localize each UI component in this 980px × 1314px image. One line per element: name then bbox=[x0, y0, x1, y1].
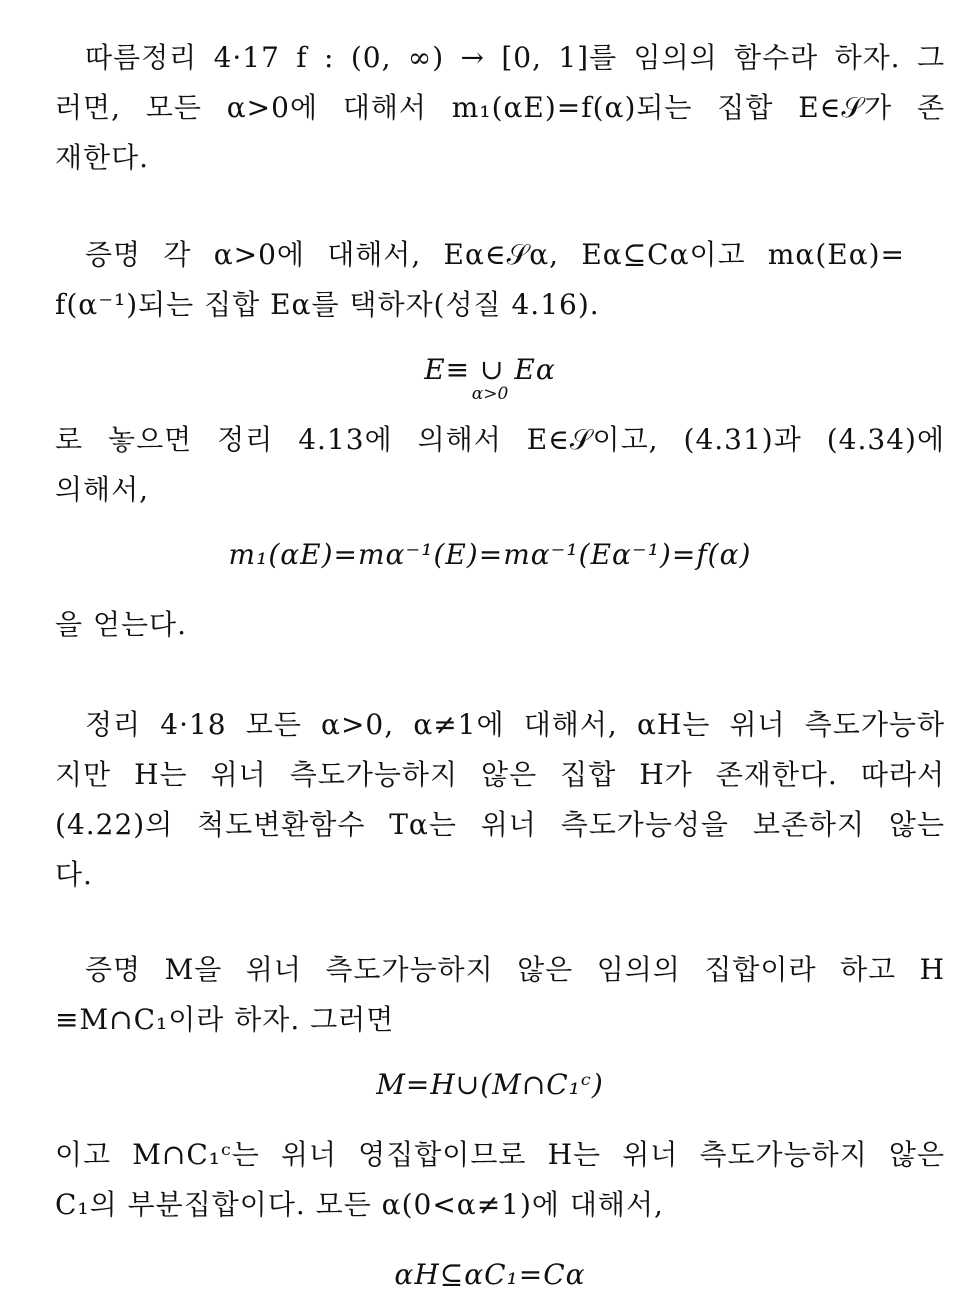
equation-m1: m₁(αE)=mα⁻¹(E)=mα⁻¹(Eα⁻¹)=f(α) bbox=[228, 538, 752, 571]
proof-4-18-line-2: ≡M∩C₁이라 하자. 그러면 bbox=[55, 1003, 395, 1036]
corollary-4-17-line-1: 따름정리 4·17 f : (0, ∞) → [0, 1]를 임의의 함수라 하자. 그 bbox=[85, 41, 945, 74]
proof-4-17-line-2: f(α⁻¹)되는 집합 Eα를 택하자(성질 4.16). bbox=[55, 288, 600, 321]
corollary-4-17-line-2: 러면, 모든 α>0에 대해서 m₁(αE)=f(α)되는 집합 E∈𝒮가 존 bbox=[55, 91, 945, 124]
corollary-4-17-line-3: 재한다. bbox=[55, 141, 150, 174]
proof-4-18-line-1: 증명 M을 위너 측도가능하지 않은 임의의 집합이라 하고 H bbox=[85, 953, 945, 986]
proof-4-17-line-4: 의해서, bbox=[55, 473, 150, 506]
proof-4-18-line-3: 이고 M∩C₁ᶜ는 위너 영집합이므로 H는 위너 측도가능하지 않은 bbox=[55, 1138, 945, 1171]
proof-4-18-line-4: C₁의 부분집합이다. 모든 α(0<α≠1)에 대해서, bbox=[55, 1188, 664, 1221]
equation-union: E≡ ∪ Eα bbox=[424, 353, 556, 386]
theorem-4-18-line-4: 다. bbox=[55, 858, 93, 891]
theorem-4-18-line-2: 지만 H는 위너 측도가능하지 않은 집합 H가 존재한다. 따라서 bbox=[55, 758, 945, 791]
equation-union-subscript: α>0 bbox=[471, 384, 509, 404]
proof-4-17-line-1: 증명 각 α>0에 대해서, Eα∈𝒮α, Eα⊆Cα이고 mα(Eα)= bbox=[85, 238, 905, 271]
equation-alpha-h: αH⊆αC₁=Cα bbox=[394, 1258, 586, 1291]
theorem-4-18-line-1: 정리 4·18 모든 α>0, α≠1에 대해서, αH는 위너 측도가능하 bbox=[85, 708, 945, 741]
theorem-4-18-line-3: (4.22)의 척도변환함수 Tα는 위너 측도가능성을 보존하지 않는 bbox=[55, 808, 945, 841]
proof-4-17-line-5: 을 얻는다. bbox=[55, 608, 187, 641]
equation-m-decomposition: M=H∪(M∩C₁ᶜ) bbox=[376, 1068, 604, 1101]
proof-4-17-line-3: 로 놓으면 정리 4.13에 의해서 E∈𝒮이고, (4.31)과 (4.34)에 bbox=[55, 423, 945, 456]
